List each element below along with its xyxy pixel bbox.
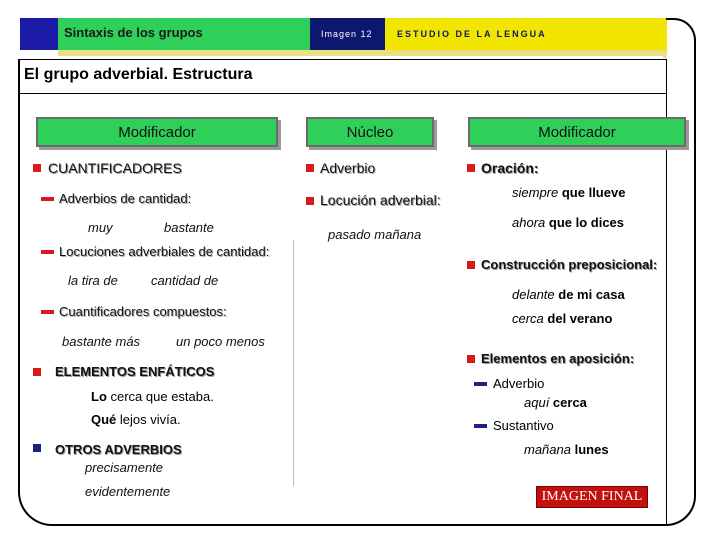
locucion-adverbial-label: Locución adverbial: <box>320 192 441 208</box>
column-divider <box>293 240 294 486</box>
bullet-square-icon <box>306 197 314 205</box>
example-evidentemente: evidentemente <box>85 484 171 499</box>
example-un-poco-menos: un poco menos <box>176 334 265 349</box>
bullet-square-icon <box>33 368 41 376</box>
aposicion-adverbio-label: Adverbio <box>493 376 545 391</box>
example-manana-lunes: mañana lunes <box>524 442 609 457</box>
cuantificadores-heading: CUANTIFICADORES <box>48 160 182 176</box>
modifier-right-box: Modificador <box>468 117 686 147</box>
frame-line <box>694 40 696 490</box>
frame-line <box>60 524 650 526</box>
title-divider <box>20 93 666 94</box>
section-title: El grupo adverbial. Estructura <box>24 66 253 83</box>
example-aqui-cerca: aquí cerca <box>524 395 587 410</box>
header-subject: ESTUDIO DE LA LENGUA <box>397 29 547 39</box>
example-la-tira-de: la tira de <box>68 273 118 288</box>
example-delante-de-mi-casa: delante de mi casa <box>512 287 625 302</box>
frame-corner <box>666 18 696 58</box>
example-bastante-mas: bastante más <box>62 334 141 349</box>
modifier-left-box: Modificador <box>36 117 278 147</box>
bullet-square-icon <box>467 261 475 269</box>
example-cantidad-de: cantidad de <box>151 273 219 288</box>
dash-icon <box>41 310 54 314</box>
oracion-heading: Oración: <box>481 160 539 176</box>
elementos-aposicion-heading: Elementos en aposición: <box>481 351 635 366</box>
aposicion-sustantivo-label: Sustantivo <box>493 418 554 433</box>
frame-line <box>20 59 666 60</box>
header-shadow <box>58 50 667 56</box>
imagen-final-button[interactable]: IMAGEN FINAL <box>536 486 648 508</box>
example-cerca-del-verano: cerca del verano <box>512 311 613 326</box>
dash-icon <box>474 382 487 386</box>
locuciones-cantidad-label: Locuciones adverbiales de cantidad: <box>59 244 270 259</box>
example-precisamente: precisamente <box>85 460 164 475</box>
bullet-square-icon <box>33 444 41 452</box>
adverbios-cantidad-label: Adverbios de cantidad: <box>59 191 192 206</box>
example-lo-cerca: Lo cerca que estaba. <box>91 389 214 404</box>
dash-icon <box>41 197 54 201</box>
example-muy: muy <box>88 220 113 235</box>
example-siempre-que-llueve: siempre que llueve <box>512 185 626 200</box>
example-que-lejos: Qué lejos vivía. <box>91 412 181 427</box>
example-pasado-manana: pasado mañana <box>328 227 422 242</box>
bullet-square-icon <box>467 355 475 363</box>
bullet-square-icon <box>467 164 475 172</box>
frame-line <box>18 59 20 479</box>
dash-icon <box>41 250 54 254</box>
nucleus-box: Núcleo <box>306 117 434 147</box>
dash-icon <box>474 424 487 428</box>
header-image-label: Imagen 12 <box>321 29 373 39</box>
example-bastante: bastante <box>164 220 214 235</box>
adverbio-label: Adverbio <box>320 160 376 176</box>
example-ahora-que-lo-dices: ahora que lo dices <box>512 215 625 230</box>
header-blue-block <box>20 18 58 50</box>
cuantificadores-compuestos-label: Cuantificadores compuestos: <box>59 304 227 319</box>
elementos-enfaticos-heading: ELEMENTOS ENFÁTICOS <box>55 364 215 379</box>
frame-corner <box>18 470 74 526</box>
construccion-preposicional-heading: Construcción preposicional: <box>481 257 658 272</box>
otros-adverbios-heading: OTROS ADVERBIOS <box>55 442 182 457</box>
bullet-square-icon <box>306 164 314 172</box>
bullet-square-icon <box>33 164 41 172</box>
header-title: Sintaxis de los grupos <box>64 25 203 40</box>
